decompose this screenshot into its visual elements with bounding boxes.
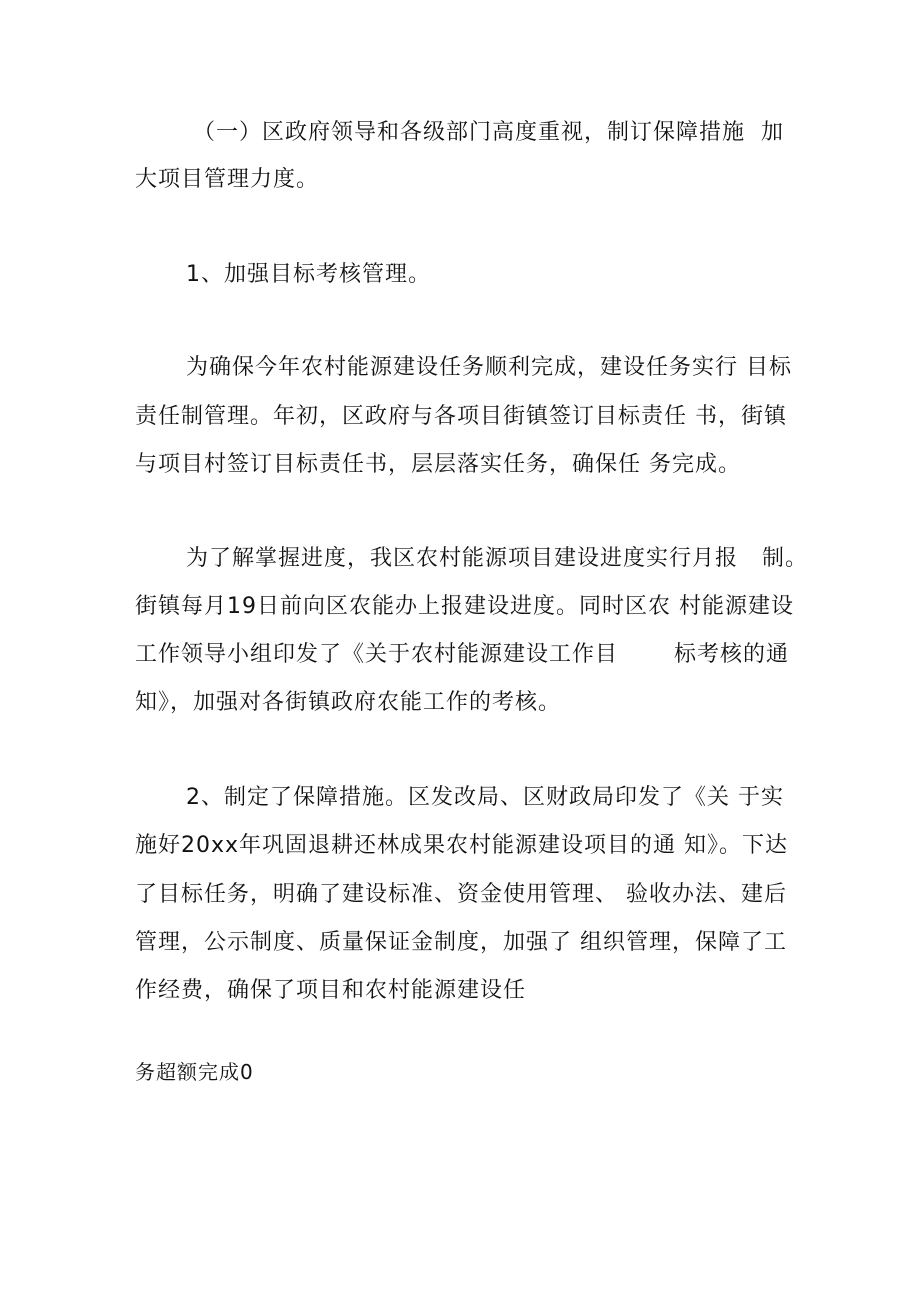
paragraph-2-line-4: 知》，加强对各街镇政府农能工作的考核。 — [135, 690, 562, 715]
paragraph-1-line-3: 与项目村签订目标责任书，层层落实任务，确保任 务完成。 — [135, 452, 741, 477]
paragraph-1-line-2: 责任制管理。年初，区政府与各项目街镇签订目标责任 书，街镇 — [135, 404, 787, 429]
section-heading-line-2: 大项目管理力度。 — [135, 167, 320, 192]
paragraph-2-line-2: 街镇每月19日前向区农能办上报建设进度。同时区农 村能源建设 — [135, 594, 794, 619]
section-heading-line-1: （一）区政府领导和各级部门高度重视，制订保障措施 加 — [193, 120, 784, 145]
item-2-line-1: 2、制定了保障措施。区发改局、区财政局印发了《关 于实 — [186, 785, 784, 810]
paragraph-2-line-3: 工作领导小组印发了《关于农村能源建设工作目 标考核的通 — [135, 642, 789, 667]
paragraph-2-line-1: 为了解掌握进度，我区农村能源项目建设进度实行月报 制。 — [186, 546, 808, 571]
item-2-line-5: 作经费，确保了项目和农村能源建设任 — [135, 978, 527, 1003]
item-2-line-4: 管理，公示制度、质量保证金制度，加强了 组织管理，保障了工 — [135, 930, 787, 955]
item-2-line-3: 了目标任务，明确了建设标准、资金使用管理、 验收办法、建后 — [135, 882, 787, 907]
trailing-line: 务超额完成0 — [135, 1060, 254, 1084]
paragraph-1-line-1: 为确保今年农村能源建设任务顺利完成，建设任务实行 目标 — [186, 355, 792, 380]
item-2-line-2: 施好20xx年巩固退耕还林成果农村能源建设项目的通 知》。下达 — [135, 833, 789, 858]
item-1-heading: 1、加强目标考核管理。 — [186, 262, 431, 287]
